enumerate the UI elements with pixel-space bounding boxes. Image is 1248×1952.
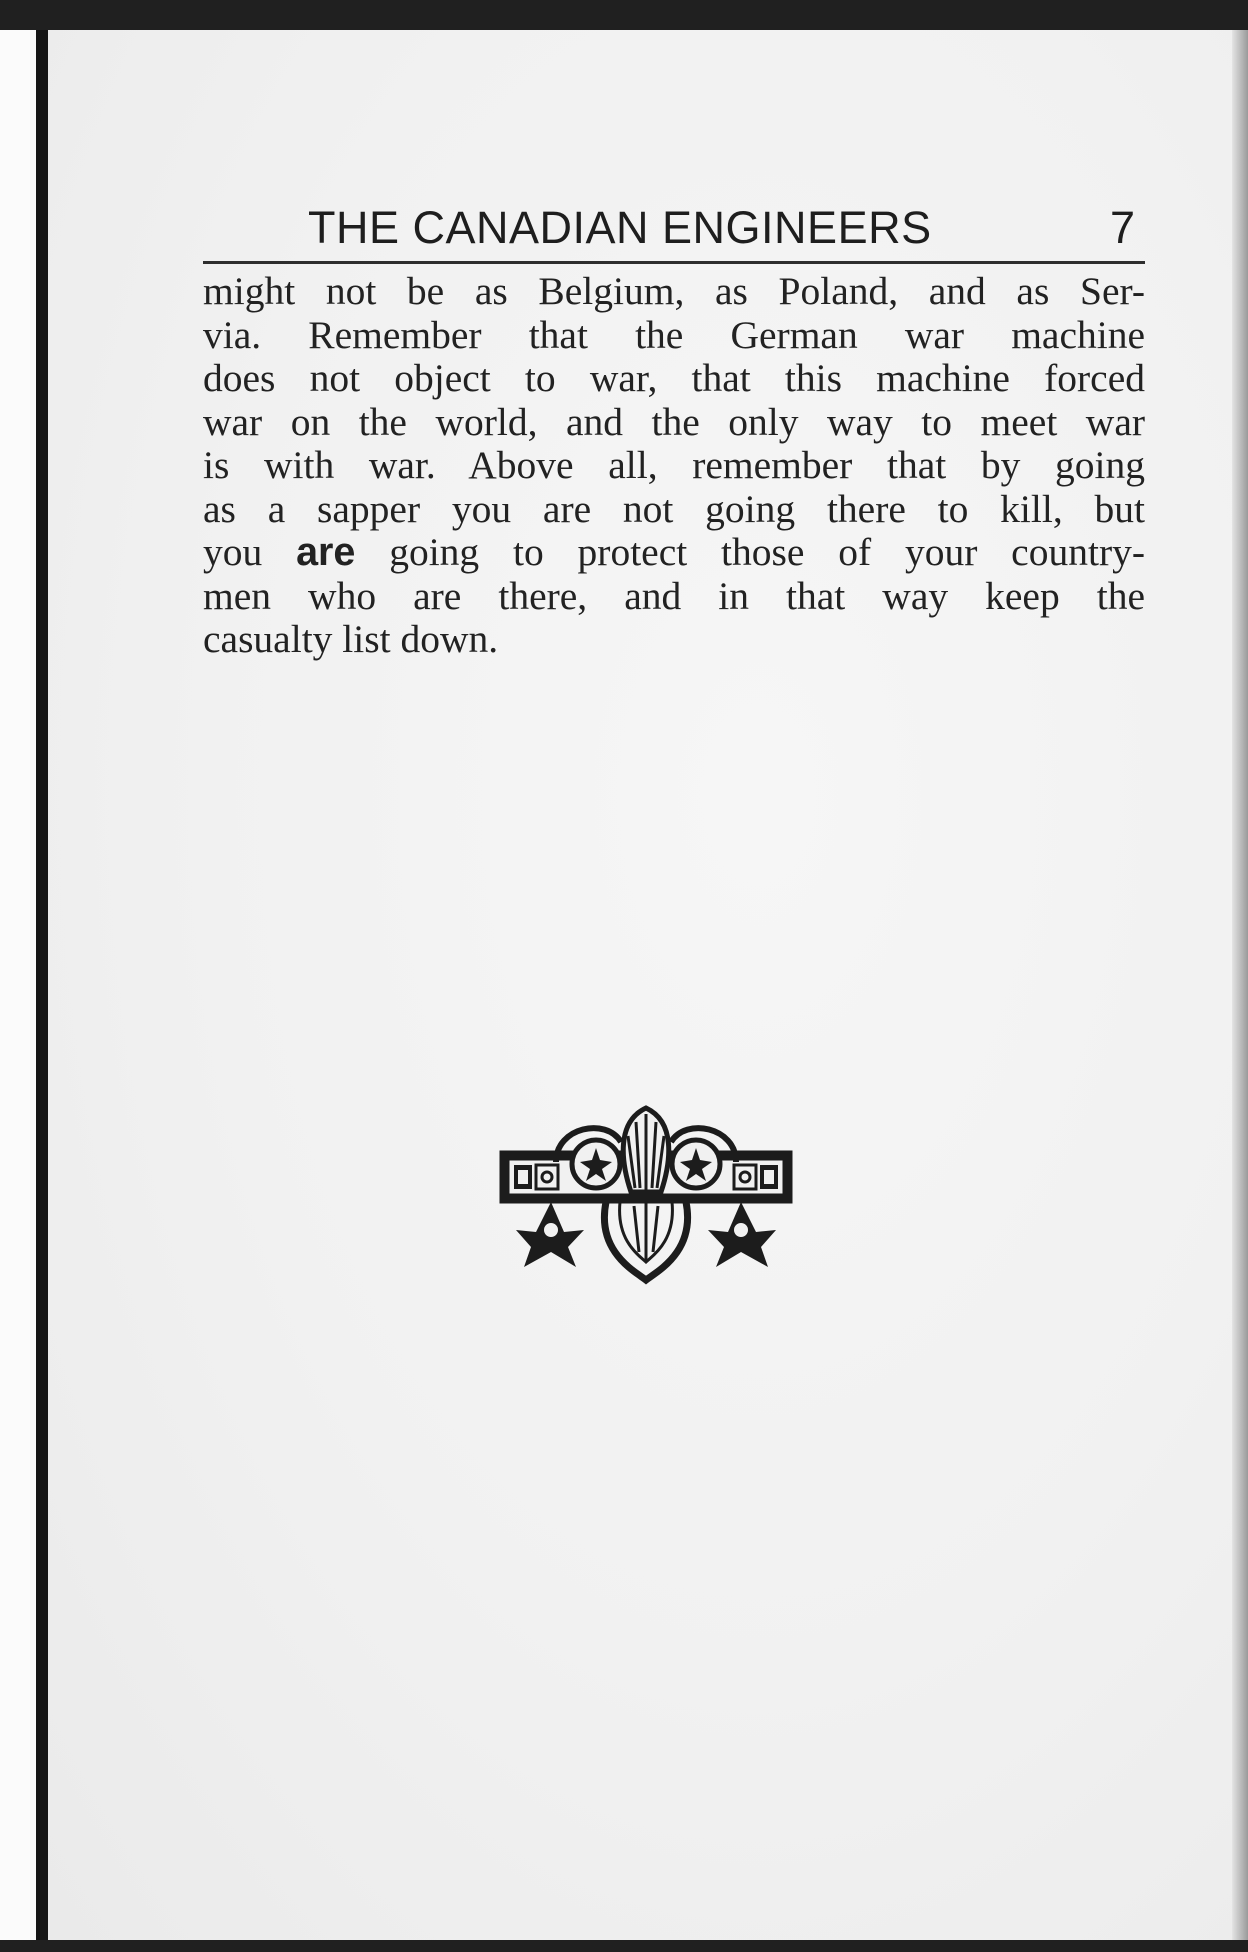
body-paragraph [203,270,1145,662]
book-page [48,30,1232,1940]
text-line: via. Remember that the German war machine [203,312,1145,357]
text-line: is with war. Above all, remember that by going [203,443,1145,487]
scan-bottom-border [0,1940,1248,1952]
book-spine-edge [36,30,48,1940]
text-line: does not object to war, that this machine forced [203,356,1145,400]
text-line [203,531,1145,575]
text-line: as a sapper you are not going there to kill, but [203,486,1145,531]
page-edge-shadow [1232,30,1248,1940]
text-line-last: casualty list down. [203,617,499,661]
page-number: 7 [1109,202,1135,253]
running-head [203,178,1145,264]
scan-top-border [0,0,1248,30]
text-fragment: you [203,530,297,574]
text-fragment: going to protect those of your country- [355,530,1145,574]
text-line: war on the world, and the only way to meet war [203,399,1145,444]
text-line: might not be as Belgium, as Poland, and as Ser- [203,269,1145,313]
floral-tailpiece-ornament-icon [496,1102,796,1292]
text-line: men who are there, and in that way keep the [203,573,1145,618]
emphasized-word: are [296,530,356,574]
running-head-title: THE CANADIAN ENGINEERS [308,202,932,253]
